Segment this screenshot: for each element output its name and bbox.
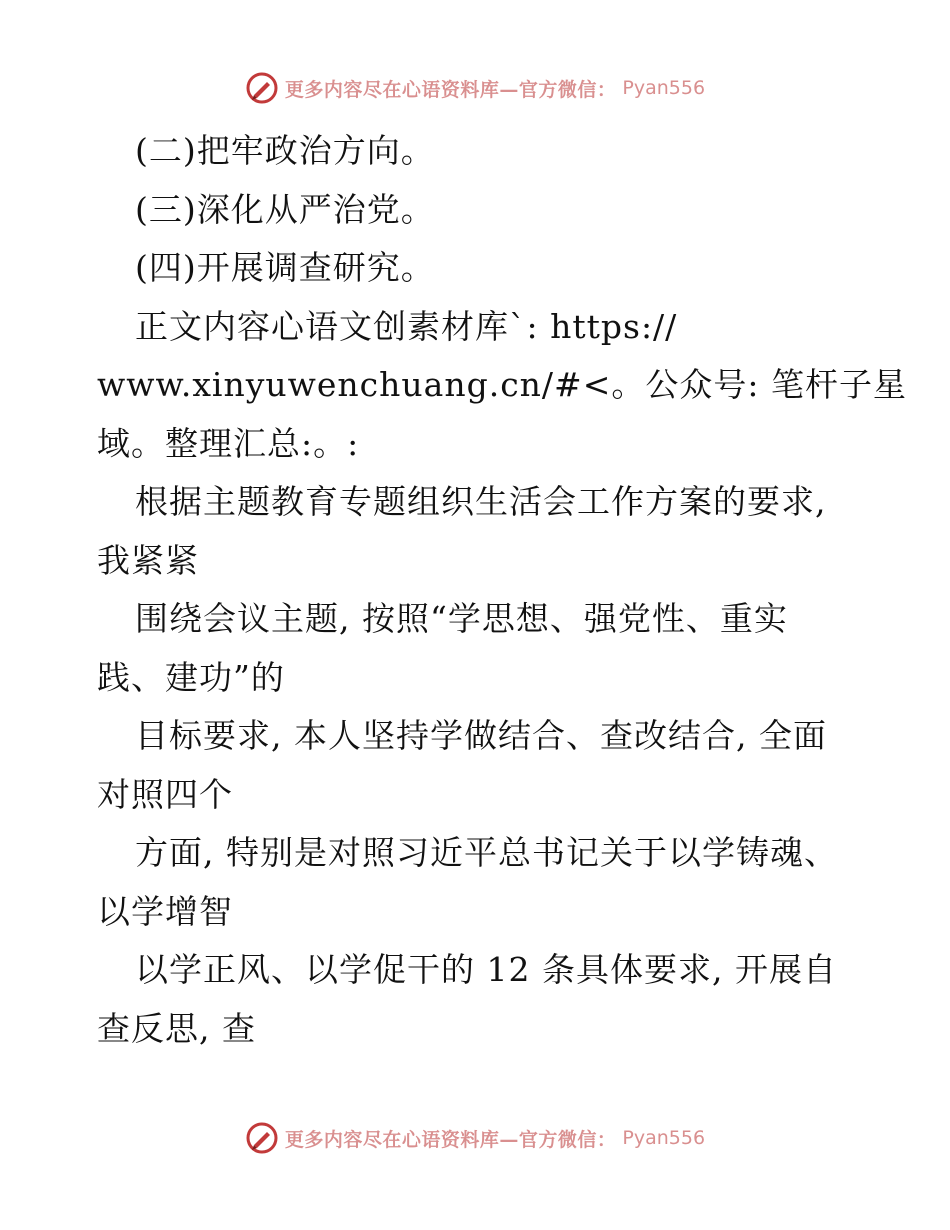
source-line-1: 正文内容心语文创素材库`: https:// — [135, 306, 678, 346]
paragraph-line: 方面, 特别是对照习近平总书记关于以学铸魂、 — [135, 833, 838, 872]
header-banner-text: 更多内容尽在心语资料库—官方微信： — [284, 78, 617, 101]
source-line-3: 域。整理汇总:。: — [97, 423, 360, 463]
pen-logo-icon — [245, 1121, 279, 1155]
paragraph-line: 根据主题教育专题组织生活会工作方案的要求, — [135, 482, 827, 521]
footer-banner-text: 更多内容尽在心语资料库—官方微信： — [284, 1128, 617, 1151]
footer-banner — [0, 1118, 950, 1158]
source-line-2: www.xinyuwenchuang.cn/#<。公众号: 笔杆子星 — [97, 365, 907, 404]
paragraph-line: 以学正风、以学促干的 12 条具体要求, 开展自 — [135, 950, 837, 989]
heading-four: (四)开展调查研究。 — [135, 248, 435, 287]
paragraph-line: 查反思, 查 — [97, 1008, 256, 1048]
document-body — [97, 122, 907, 1058]
paragraph-line: 以学增智 — [97, 891, 233, 931]
heading-two: (二)把牢政治方向。 — [135, 131, 435, 170]
footer-wechat-id: Pyan556 — [622, 1127, 706, 1149]
heading-three: (三)深化从严治党。 — [135, 189, 435, 229]
paragraph-line: 围绕会议主题, 按照“学思想、强党性、重实 — [135, 599, 788, 638]
header-wechat-id: Pyan556 — [622, 77, 706, 99]
paragraph-line: 我紧紧 — [97, 540, 199, 580]
pen-logo-icon — [245, 71, 279, 105]
paragraph-line: 对照四个 — [97, 774, 233, 814]
header-banner — [0, 68, 950, 108]
paragraph-line: 践、建功”的 — [97, 657, 285, 697]
paragraph-line: 目标要求, 本人坚持学做结合、查改结合, 全面 — [135, 716, 827, 755]
